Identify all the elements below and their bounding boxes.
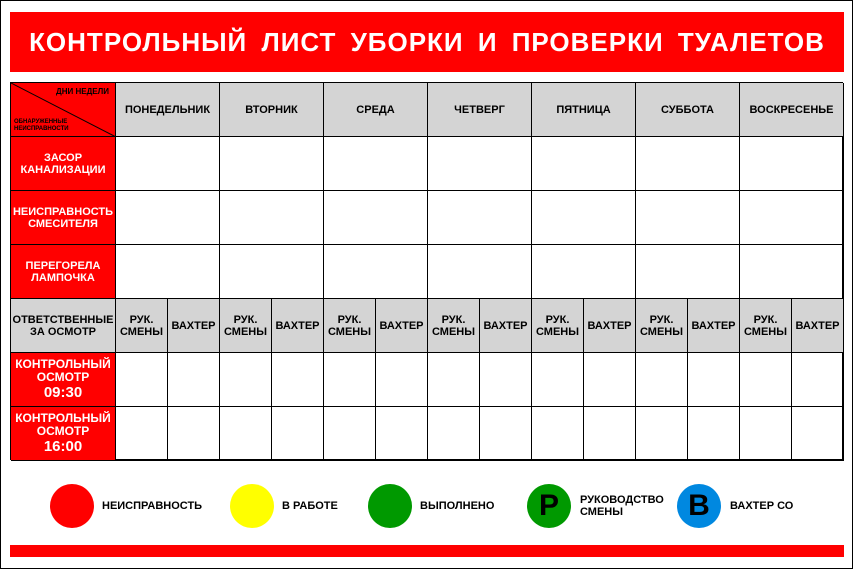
legend-label-4: ВАХТЕР СО [730,500,794,512]
faults-axis-label: ОБНАРУЖЕННЫЕ НЕИСПРАВНОСТИ [14,119,69,132]
legend-circle-2 [368,484,412,528]
fault-cell[interactable] [220,137,324,191]
check-cell-watchman[interactable] [272,407,324,461]
day-header-2: СРЕДА [324,83,428,137]
fault-cell[interactable] [428,191,532,245]
watchman-header: ВАХТЕР [792,299,844,353]
check-cell-watchman[interactable] [792,407,844,461]
check-cell-shift-head[interactable] [532,353,584,407]
legend-label-2: ВЫПОЛНЕНО [420,500,495,512]
fault-cell[interactable] [324,191,428,245]
check-cell-watchman[interactable] [376,407,428,461]
fault-label: ЗАСОР КАНАЛИЗАЦИИ [11,137,116,191]
check-row-label [11,353,116,407]
legend-circle-4: В [677,484,721,528]
check-cell-watchman[interactable] [480,353,532,407]
check-label-text: КОНТРОЛЬНЫЙ ОСМОТР [15,411,111,438]
check-cell-watchman[interactable] [792,353,844,407]
fault-cell[interactable] [220,191,324,245]
fault-cell[interactable] [532,137,636,191]
check-cell-watchman[interactable] [688,407,740,461]
check-cell-watchman[interactable] [584,353,636,407]
check-cell-shift-head[interactable] [324,407,376,461]
check-cell-shift-head[interactable] [636,407,688,461]
check-time: 09:30 [43,384,83,401]
check-cell-shift-head[interactable] [116,407,168,461]
legend [0,480,853,532]
watchman-header: ВАХТЕР [272,299,324,353]
shift-head-header: РУК. СМЕНЫ [636,299,688,353]
watchman-header: ВАХТЕР [376,299,428,353]
check-cell-shift-head[interactable] [636,353,688,407]
title-banner [10,12,844,72]
check-cell-shift-head[interactable] [324,353,376,407]
fault-cell[interactable] [116,191,220,245]
fault-cell[interactable] [116,245,220,299]
fault-cell[interactable] [636,137,740,191]
day-header-6: ВОСКРЕСЕНЬЕ [740,83,844,137]
day-header-1: ВТОРНИК [220,83,324,137]
check-time: 16:00 [43,438,83,455]
watchman-header: ВАХТЕР [688,299,740,353]
fault-label: НЕИСПРАВНОСТЬ СМЕСИТЕЛЯ [11,191,116,245]
fault-cell[interactable] [636,245,740,299]
fault-cell[interactable] [740,137,844,191]
check-cell-watchman[interactable] [272,353,324,407]
day-header-5: СУББОТА [636,83,740,137]
day-header-4: ПЯТНИЦА [532,83,636,137]
fault-cell[interactable] [636,191,740,245]
shift-head-header: РУК. СМЕНЫ [116,299,168,353]
check-cell-shift-head[interactable] [428,353,480,407]
check-cell-watchman[interactable] [584,407,636,461]
shift-head-header: РУК. СМЕНЫ [428,299,480,353]
fault-cell[interactable] [116,137,220,191]
days-axis-label: ДНИ НЕДЕЛИ [56,87,109,96]
bottom-red-bar [10,545,844,557]
shift-head-header: РУК. СМЕНЫ [532,299,584,353]
fault-cell[interactable] [324,245,428,299]
legend-circle-0 [50,484,94,528]
check-cell-watchman[interactable] [376,353,428,407]
fault-cell[interactable] [532,245,636,299]
watchman-header: ВАХТЕР [168,299,220,353]
day-header-3: ЧЕТВЕРГ [428,83,532,137]
check-label-text: КОНТРОЛЬНЫЙ ОСМОТР [15,357,111,384]
watchman-header: ВАХТЕР [584,299,636,353]
shift-head-header: РУК. СМЕНЫ [220,299,272,353]
page-title: КОНТРОЛЬНЫЙ ЛИСТ УБОРКИ И ПРОВЕРКИ ТУАЛЕТОВ [29,26,825,57]
day-header-0: ПОНЕДЕЛЬНИК [116,83,220,137]
legend-circle-1 [230,484,274,528]
checklist-table [10,82,843,460]
shift-head-header: РУК. СМЕНЫ [324,299,376,353]
responsible-label: ОТВЕТСТВЕННЫЕ ЗА ОСМОТР [11,299,116,353]
watchman-header: ВАХТЕР [480,299,532,353]
fault-cell[interactable] [740,245,844,299]
check-cell-shift-head[interactable] [740,407,792,461]
check-cell-shift-head[interactable] [428,407,480,461]
fault-cell[interactable] [532,191,636,245]
legend-label-1: В РАБОТЕ [282,500,338,512]
fault-cell[interactable] [220,245,324,299]
fault-cell[interactable] [324,137,428,191]
check-cell-watchman[interactable] [168,353,220,407]
fault-cell[interactable] [428,245,532,299]
check-cell-shift-head[interactable] [220,407,272,461]
table-corner-header [11,83,116,137]
fault-label: ПЕРЕГОРЕЛА ЛАМПОЧКА [11,245,116,299]
check-cell-shift-head[interactable] [220,353,272,407]
check-cell-shift-head[interactable] [740,353,792,407]
check-cell-watchman[interactable] [480,407,532,461]
fault-cell[interactable] [740,191,844,245]
check-cell-watchman[interactable] [688,353,740,407]
check-cell-watchman[interactable] [168,407,220,461]
legend-label-3: РУКОВОДСТВО СМЕНЫ [580,494,664,518]
legend-label-0: НЕИСПРАВНОСТЬ [102,500,203,512]
check-row-label [11,407,116,461]
fault-cell[interactable] [428,137,532,191]
shift-head-header: РУК. СМЕНЫ [740,299,792,353]
check-cell-shift-head[interactable] [116,353,168,407]
legend-circle-3: Р [527,484,571,528]
check-cell-shift-head[interactable] [532,407,584,461]
